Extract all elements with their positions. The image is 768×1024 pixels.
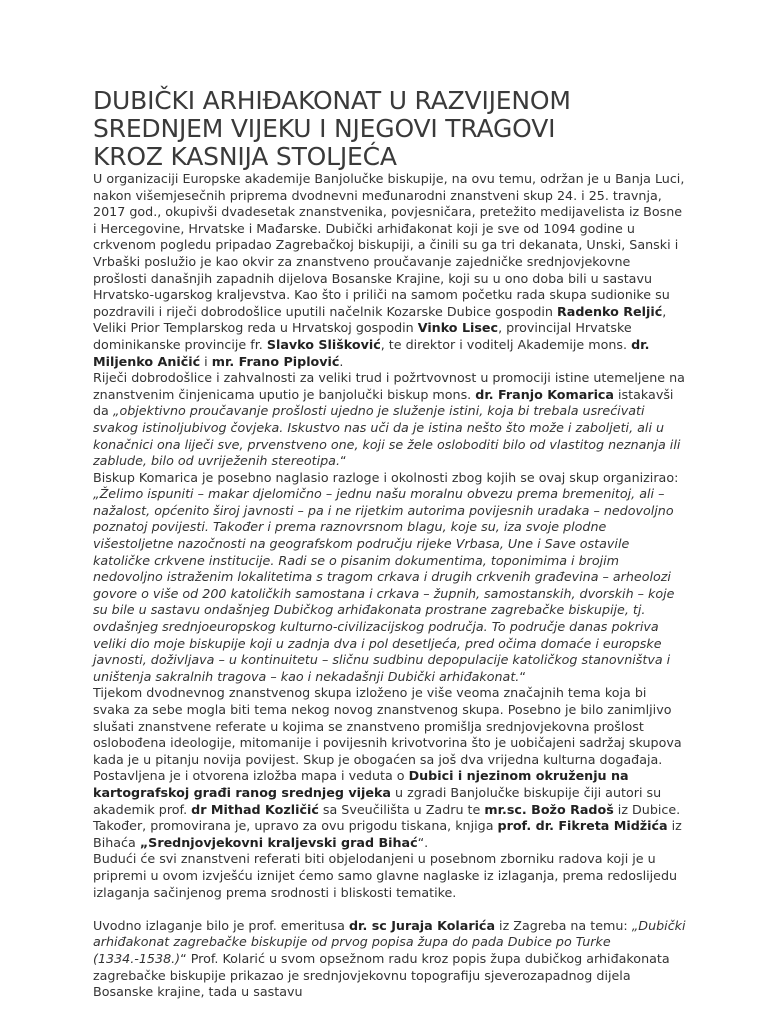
title-line: KROZ KASNIJA STOLJEĆA [93,142,397,171]
body-paragraph [93,171,687,370]
text-run: Budući će svi znanstveni referati biti objelodanjeni u posebnom zborniku radova koji je u pripremi u ovom izvješću iznijet ćemo samo glavne naglaske iz izlaganja, prema redoslijedu izlaganja sačinjenog prema srodnosti i bliskosti tematike. [93,851,678,900]
text-run: u zgradi Banjolučke biskupije čiji autori su akademik prof. [93,784,662,817]
body-paragraph [93,851,687,901]
bold-run: mr.sc. Božo Radoš [484,801,614,817]
bold-run: Vinko Lisec [417,320,499,336]
bold-run: dr. Franjo Komarica [475,386,614,402]
text-run: iz Zagreba na temu: [495,917,632,933]
document-title [93,87,687,171]
body-paragraph [93,685,687,851]
bold-run: prof. dr. Fikreta Midžića [497,818,668,834]
text-run: “. [417,834,429,850]
italic-run: „Dubički arhiđakonat zagrebačke biskupije od prvog popisa župa do pada Dubice po Turke (1334.-1538.) [93,917,686,966]
text-run: Uvodno izlaganje bilo je prof. emeritusa [93,917,349,933]
text-run: “ [340,453,347,469]
text-run: . [339,353,344,369]
text-run: Tijekom dvodnevnog znanstvenog skupa izloženo je više veoma značajnih tema koja bi svaka za sebe mogla biti tema nekog novog znanstvenog skupa. Posebno je bilo zanimljivo slušati znanstvene referate u kojima se znanstveno promišlja srednjovjekovna prošlost oslobođena ideologije, mitomanije i povijesnih krivotvorina što je uobičajeni sadržaj skupova kada je u pitanju novija povijest. Skup je obogaćen sa još dva vrijedna kulturna događaja. Postavljena je i otvorena izložba mapa i veduta o [93,685,682,784]
body-paragraph [93,370,687,470]
text-run: “ Prof. Kolarić u svom opsežnom radu kroz popis župa dubičkog arhiđakonata zagrebačke biskupije prikazao je srednjovjekovnu topografiju sjeverozapadnog dijela Bosanske krajine, tada u sastavu [93,950,670,1000]
text-run: iz Bihaća [93,818,682,850]
text-run: , provincijal Hrvatske dominikanske provincije fr. [93,320,632,352]
body-paragraph [93,918,687,1001]
bold-run: Dubici i njezinom okruženju na kartografskoj građi ranog srednjeg vijeka [93,768,629,800]
paragraph-spacer [93,901,687,918]
text-run: , te direktor i voditelj Akademije mons. [380,336,632,352]
text-run: , Veliki Prior Templarskog reda u Hrvatskoj gospodin [93,303,667,336]
body-paragraph [93,470,687,686]
italic-run: „objektivno proučavanje prošlosti ujedno je služenje istini, koja bi trebala usrećivati svakog istinoljubivog čovjeka. Iskustvo nas uči da je istina nešto što može i zabolјeti, ali u konačnici ona liječi sve, prvenstveno one, koji se žele osloboditi bilo od vlastitog neznanja ili zablude, bilo od uvriježenih stereotipa. [93,403,681,469]
bold-run: „Srednjovjekovni kraljevski grad Bihać [139,834,418,850]
text-run: sa Sveučilišta u Zadru te [318,801,485,817]
bold-run: mr. Frano Piplović [211,353,340,369]
text-run: U organizaciji Europske akademije Banjolučke biskupije, na ovu temu, održan je u Banja Luci, nakon višemjesečnih priprema dvodnevni međunarodni znanstveni skup 24. i 25. travnja, 2017 god., okupivši dvadesetak znanstvenika, povjesničara, pretežito medijavelista iz Bosne i Hercegovine, Hrvatske i Mađarske. Dubički arhiđakonat koji je sve od 1094 godine u crkvenom pogledu pripadao Zagrebačkoj biskupiji, a činili su ga tri dekanata, Unski, Sanski i Vrbaški poslužio je kao okvir za znanstveno proučavanje zajedničke srednjovjekovne prošlosti današnjih zapadnih dijelova Bosanske Krajine, koji su u ono doba bili u sastavu Hrvatsko-ugarskog kraljevstva. Kao što i priliči na samom početku rada skupa sudionike su pozdravili i riječi dobrodošlice uputili načelnik Kozarske Dubice gospodin [93,171,685,319]
text-run: i [200,353,212,369]
bold-run: Radenko Reljić [557,303,663,319]
text-run: iz Dubice. Također, promovirana je, upravo za ovu prigodu tiskana, knjiga [93,801,681,834]
text-run: Biskup Komarica je posebno naglasio razloge i okolnosti zbog kojih se ovaj skup organizirao: [93,469,679,485]
text-run: Riječi dobrodošlice i zahvalnosti za veliki trud i požrtvovnost u promociji istine utemeljene na znanstvenim činjenicama uputio je banjolučki biskup mons. [93,370,685,402]
title-line: DUBIČKI ARHIĐAKONAT U RAZVIJENOM [93,86,571,115]
title-line: SREDNJEM VIJEKU I NJEGOVI TRAGOVI [93,114,556,143]
bold-run: dr. sc Juraja Kolarića [348,917,496,933]
bold-run: Slavko Slišković [266,336,381,352]
italic-run: „Želimo ispuniti – makar djelomično – jednu našu moralnu obvezu prema bremenitoj, ali – nažalost, općenito široj javnosti – pa i ne rijetkim autorima povijesnih uradaka – nedovoljno poznatoj povijesti. Također i prema raznovrsnom blagu, koje su, iza svoje plodne višestoljetne nazočnosti na geografskom području rijeke Vrbasa, Une i Save ostavile katoličke crkvene institucije. Radi se o pisanim dokumentima, toponimima i brojim nedovoljno istraženim lokalitetima s tragom crkava i drugih crkvenih građevina – arheolozi govore o više od 200 katoličkih samostana i crkava – župnih, samostanskih, dvorskih – koje su bile u sastavu ondašnjeg Dubičkog arhiđakonata prostrane zagrebačke biskupije, tj. ovdašnjeg srednjoeuropskog kulturno-civilizacijskog područja. To područje danas pokriva veliki dio moje biskupije koji u zadnja dva i pol desetljeća, pred očima domaće i europske javnosti, doživljava – u kontinuitetu – sličnu sudbinu depopulacije katoličkog stanovništva i uništenja sakralnih tragova – kao i nekadašnji Dubički arhiđakonat. [93,486,675,684]
bold-run: dr. Miljenko Aničić [93,336,650,369]
text-run: istakavši da [93,386,674,419]
document-body [93,171,687,1001]
bold-run: dr Mithad Kozličić [191,801,319,817]
text-run: “ [519,668,526,684]
document-page [93,0,687,1001]
